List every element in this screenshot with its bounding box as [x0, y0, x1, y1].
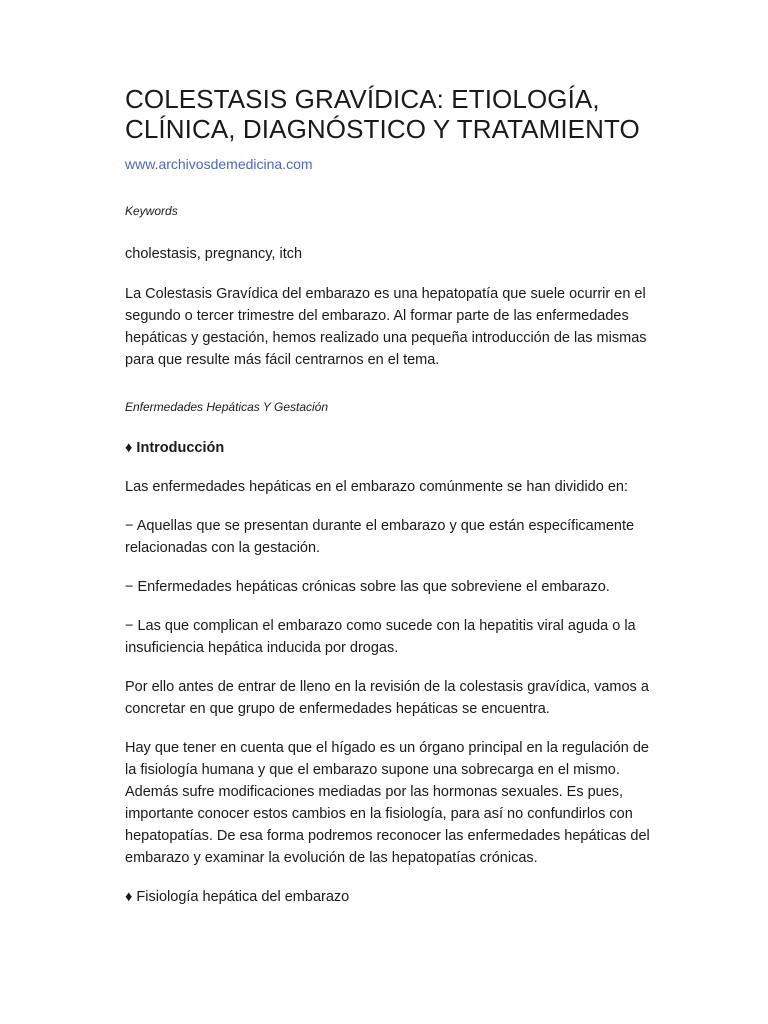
list-item-3: − Las que complican el embarazo como sucede con la hepatitis viral aguda o la insuficiencia hepática inducida por drogas.: [125, 618, 636, 656]
keywords-label: Keywords: [125, 204, 178, 218]
document-title-line-1: COLESTASIS GRAVÍDICA: ETIOLOGÍA,: [125, 84, 600, 114]
document-page: [125, 84, 655, 908]
paragraph-enfermedades: Las enfermedades hepáticas en el embarazo comúnmente se han dividido en:: [125, 479, 628, 495]
section-subtitle: Enfermedades Hepáticas Y Gestación: [125, 400, 329, 414]
list-item-1: − Aquellas que se presentan durante el embarazo y que están específicamente relacionadas con la gestación.: [125, 518, 635, 556]
document-title-line-2: CLÍNICA, DIAGNÓSTICO Y TRATAMIENTO: [125, 114, 640, 144]
section-heading-fisiologia: ♦ Fisiología hepática del embarazo: [125, 889, 350, 905]
document-title: [125, 84, 655, 144]
source-link[interactable]: www.archivosdemedicina.com: [125, 156, 313, 172]
list-item-2: − Enfermedades hepáticas crónicas sobre las que sobreviene el embarazo.: [125, 579, 610, 595]
paragraph-revision: Por ello antes de entrar de lleno en la revisión de la colestasis gravídica, vamos a concretar en que grupo de enfermedades hepáticas se encuentra.: [125, 679, 649, 717]
keywords-text: cholestasis, pregnancy, itch: [125, 246, 303, 262]
paragraph-higado: Hay que tener en cuenta que el hígado es un órgano principal en la regulación de la fisiología humana y que el embarazo supone una sobrecarga en el mismo. Además sufre modificaciones mediadas por las hormonas sexuales. Es pues, importante conocer estos cambios en la fisiología, para así no confundirlos con hepatopatías. De esa forma podremos reconocer las enfermedades hepáticas del embarazo y examinar la evolución de las hepatopatías crónicas.: [125, 740, 650, 866]
intro-paragraph: La Colestasis Gravídica del embarazo es una hepatopatía que suele ocurrir en el segundo o tercer trimestre del embarazo. Al formar parte de las enfermedades hepáticas y gestación, hemos realizado una pequeña introducción de las mismas para que resulte más fácil centrarnos en el tema.: [125, 286, 647, 368]
section-heading-introduccion: ♦ Introducción: [125, 440, 225, 456]
